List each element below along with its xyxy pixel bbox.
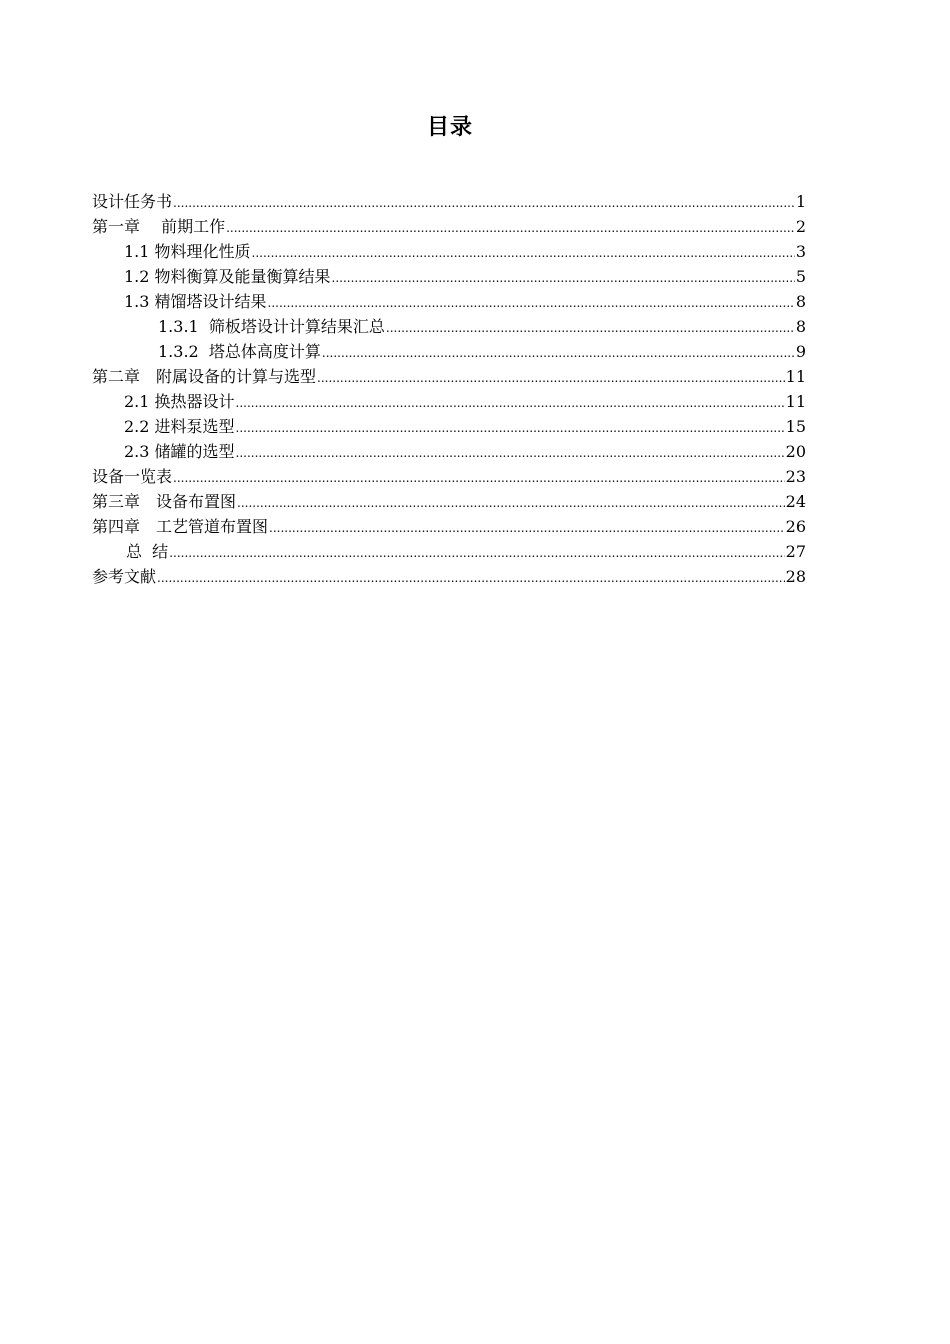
toc-title: 目录 [426,115,473,140]
toc-entry-text: 2.2 进料泵选型 [124,417,235,436]
toc-entry[interactable] [92,439,806,464]
toc-entry[interactable] [92,264,806,289]
toc-entry[interactable] [92,414,806,439]
toc-entry[interactable] [92,239,806,264]
toc-leader [386,316,795,339]
toc-entry-text: 1.3 精馏塔设计结果 [124,292,267,311]
toc-leader [236,441,785,464]
toc-entry-text: 1.1 物料理化性质 [124,242,251,261]
toc-entry-page: 20 [785,442,806,461]
toc-entry-text: 第三章 设备布置图 [92,492,237,511]
toc-leader [226,216,795,239]
toc-entry-page: 11 [785,392,806,411]
toc-entry-text: 1.3.2 塔总体高度计算 [158,342,321,361]
toc-entry[interactable] [92,389,806,414]
toc-entry-page: 11 [785,367,806,386]
toc-entry-page: 8 [795,317,806,336]
toc-entry[interactable] [92,214,806,239]
toc-entry[interactable] [92,539,806,564]
toc-entry-page: 15 [785,417,806,436]
toc-entry-page: 3 [795,242,806,261]
toc-entry[interactable] [92,564,806,589]
toc-entry-text: 设计任务书 [92,192,173,211]
toc-entry-page: 24 [785,492,806,511]
toc-entry-page: 1 [795,192,806,211]
toc-entry-text: 1.2 物料衡算及能量衡算结果 [124,267,331,286]
toc-leader [173,191,795,214]
toc-entry-text: 1.3.1 筛板塔设计计算结果汇总 [158,317,385,336]
toc-entry-text: 2.1 换热器设计 [124,392,235,411]
toc-entry-page: 2 [795,217,806,236]
toc-entry-page: 5 [795,267,806,286]
toc-leader [252,241,795,264]
toc-leader [332,266,795,289]
toc-leader [173,466,785,489]
toc-entry[interactable] [92,364,806,389]
toc-entry[interactable] [92,339,806,364]
toc-entry-text: 2.3 储罐的选型 [124,442,235,461]
toc-entry-text: 总 结 [126,542,169,561]
toc-entry-text: 设备一览表 [92,467,173,486]
toc-entry-page: 26 [785,517,806,536]
table-of-contents [92,189,806,589]
toc-leader [169,541,784,564]
toc-entry[interactable] [92,464,806,489]
toc-entry-text: 参考文献 [92,567,157,586]
toc-leader [236,416,785,439]
toc-leader [236,391,785,414]
toc-entry-page: 23 [785,467,806,486]
toc-entry-text: 第二章 附属设备的计算与选型 [92,367,317,386]
toc-entry-page: 9 [795,342,806,361]
toc-entry-text: 第四章 工艺管道布置图 [92,517,269,536]
toc-leader [268,291,795,314]
toc-leader [317,366,785,389]
toc-entry[interactable] [92,489,806,514]
toc-leader [269,516,785,539]
toc-leader [322,341,795,364]
toc-entry-text: 第一章 前期工作 [92,217,226,236]
toc-entry-page: 27 [785,542,806,561]
toc-entry[interactable] [92,314,806,339]
toc-entry-page: 28 [785,567,806,586]
toc-entry-page: 8 [795,292,806,311]
toc-entry[interactable] [92,289,806,314]
toc-entry[interactable] [92,189,806,214]
toc-leader [237,491,785,514]
toc-leader [157,566,785,589]
toc-entry[interactable] [92,514,806,539]
